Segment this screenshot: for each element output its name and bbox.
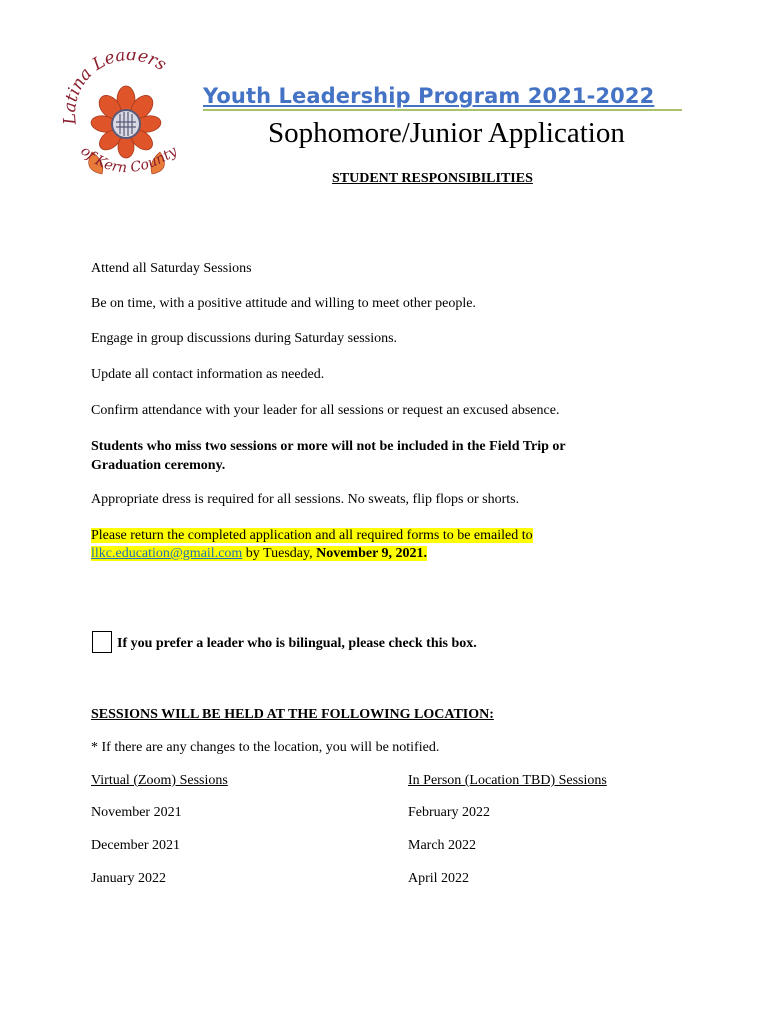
virtual-session-date: January 2022	[91, 871, 167, 886]
return-notice-line2	[91, 546, 427, 562]
deadline-date: November 9, 2021.	[316, 546, 428, 561]
responsibility-item: Engage in group discussions during Saturday sessions.	[91, 331, 398, 346]
responsibility-item: Attend all Saturday Sessions	[91, 261, 252, 276]
in-person-session-date: April 2022	[408, 871, 470, 886]
logo-bottom-text: of Kern County	[77, 143, 181, 177]
dress-code: Appropriate dress is required for all sessions. No sweats, flip flops or shorts.	[91, 492, 520, 507]
email-link[interactable]: llkc.education@gmail.com	[91, 546, 243, 561]
title-divider	[203, 109, 682, 111]
application-title: Sophomore/Junior Application	[268, 117, 625, 149]
in-person-session-date: March 2022	[408, 838, 477, 853]
responsibility-item: Confirm attendance with your leader for all sessions or request an excused absence.	[91, 403, 560, 418]
return-by-text: by Tuesday,	[242, 546, 317, 561]
bilingual-checkbox-label: If you prefer a leader who is bilingual, please check this box.	[117, 636, 477, 651]
bilingual-checkbox[interactable]	[92, 631, 112, 653]
location-change-note: * If there are any changes to the location, you will be notified.	[91, 740, 440, 755]
attendance-warning-line2: Graduation ceremony.	[91, 458, 226, 473]
latina-leaders-logo	[62, 52, 192, 192]
logo-emblem	[62, 52, 192, 192]
in-person-sessions-header: In Person (Location TBD) Sessions	[408, 773, 607, 788]
logo-top-text: atina Leaders	[62, 52, 170, 114]
virtual-session-date: December 2021	[91, 838, 181, 853]
virtual-sessions-header: Virtual (Zoom) Sessions	[91, 773, 228, 788]
responsibility-item: Be on time, with a positive attitude and willing to meet other people.	[91, 296, 476, 311]
attendance-warning-line1: Students who miss two sessions or more will not be included in the Field Trip or	[91, 439, 566, 454]
responsibility-item: Update all contact information as needed.	[91, 367, 325, 382]
section-title: STUDENT RESPONSIBILITIES	[332, 171, 533, 186]
virtual-session-date: November 2021	[91, 805, 182, 820]
return-notice-line1	[91, 528, 533, 544]
in-person-session-date: February 2022	[408, 805, 491, 820]
return-notice-text: Please return the completed application and all required forms to be emailed to	[91, 528, 533, 543]
location-heading: SESSIONS WILL BE HELD AT THE FOLLOWING LOCATION:	[91, 707, 494, 722]
program-title: Youth Leadership Program 2021-2022	[203, 84, 655, 108]
